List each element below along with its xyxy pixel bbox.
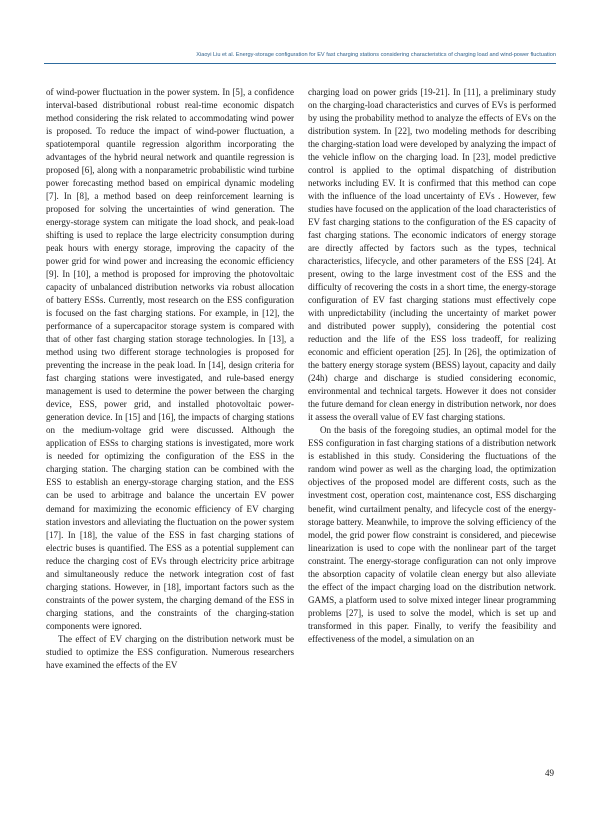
- paragraph: On the basis of the foregoing studies, an optimal model for the ESS configuration in fast charging stations of a distribution network is established in this study. Considering the fluctuations of the random wind power as well as the charging load, the optimization objectives of the proposed model are different costs, such as the investment cost, operation cost, maintenance cost, ESS discharging benefit, wind curtailment penalty, and lifecycle cost of the energy-storage battery. Meanwhile, to improve the solving efficiency of the model, the grid power flow constraint is considered, and piecewise linearization is used to cope with the nonlinear part of the target constraint. The energy-storage configuration can not only improve the absorption capacity of volatile clean energy but also alleviate the effect of the impact charging load on the distribution network. GAMS, a platform used to solve mixed integer linear programming problems [27], is used to solve the model, which is set up and transformed in this paper. Finally, to verify the feasibility and effectiveness of the model, a simulation on an: [308, 425, 556, 644]
- paragraph: The effect of EV charging on the distribution network must be studied to optimize the ESS configuration. Numerous researchers have examined the effects of the EV: [46, 633, 294, 670]
- paragraph: of wind-power fluctuation in the power system. In [5], a confidence interval-based distributional robust real-time economic dispatch method considering the risk related to accommodating wind power is proposed. To reduce the impact of wind-power fluctuation, a spatiotemporal quantile regression algorithm incorporating the advantages of the hybrid neural network and quantile regression is proposed [6], along with a nonparametric probabilistic wind turbine power forecasting method based on empirical dynamic modeling [7]. In [8], a method based on deep reinforcement learning is proposed for solving the uncertainties of wind generation. The energy-storage system can mitigate the load shock, and peak-load shifting is used to replace the large electricity consumption during peak hours with energy storage, improving the capacity of the power grid for wind power and increasing the economic efficiency [9]. In [10], a method is proposed for improving the photovoltaic capacity of unbalanced distribution networks via robust allocation of battery ESSs. Currently, most research on the ESS configuration is focused on the fast charging stations. For example, in [12], the performance of a supercapacitor storage system is compared with that of other fast charging station storage technologies. In [13], a method using two different storage technologies is proposed for preventing the increase in the peak load. In [14], design criteria for fast charging stations were investigated, and rule-based energy management is used to determine the power between the charging device, ESS, power grid, and installed photovoltaic power-generation device. In [15] and [16], the impacts of charging stations on the medium-voltage grid were discussed. Although the application of ESSs to charging stations is investigated, more work is needed for optimizing the configuration of the ESS in the charging station. The charging station can be combined with the ESS to establish an energy-storage charging station, and the ESS can be used to arbitrage and balance the uncertain EV power demand for maximizing the economic efficiency of EV charging station investors and alleviating the fluctuation on the power system [17]. In [18], the value of the ESS in fast charging stations of electric buses is quantified. The ESS as a potential supplement can reduce the charging cost of EVs through electricity price arbitrage and simultaneously reduce the network integration cost of fast charging stations. However, in [18], important factors such as the constraints of the power system, the charging demand of the ESS in charging stations, and the constraints of the charging-station components were ignored.: [46, 87, 294, 631]
- right-column: [308, 86, 556, 672]
- body-columns: [46, 86, 556, 672]
- running-head: Xiaoyi Liu et al. Energy-storage configuration for EV fast charging stations considering characteristics of charging load and wind-power fluctuation: [196, 52, 556, 58]
- page-number: 49: [545, 768, 554, 778]
- header-rule: [44, 63, 556, 64]
- left-column: [46, 86, 294, 672]
- paragraph: charging load on power grids [19-21]. In [11], a preliminary study on the charging-load characteristics and curves of EVs is performed by using the probability method to analyze the effects of EVs on the distribution system. In [22], two modeling methods for describing the charging-station load were developed by analyzing the impact of the vehicle inflow on the charging load. In [23], model predictive control is applied to the optimal dispatching of distribution networks including EV. It is confirmed that this method can cope with the influence of the load uncertainty of EVs . However, few studies have focused on the application of the load characteristics of EV fast charging stations to the configuration of the ES capacity of fast charging stations. The economic indicators of energy storage are directly affected by factors such as the types, technical characteristics, lifecycle, and other parameters of the ESS [24]. At present, owing to the large investment cost of the ESS and the difficulty of recovering the costs in a short time, the energy-storage configuration of EV fast charging stations must effectively cope with unpredictability (including the uncertainty of market power and distributed power supply), considering the potential cost reduction and the life of the ESS loss tradeoff, for realizing economic and efficient operation [25]. In [26], the optimization of the battery energy storage system (BESS) layout, capacity and daily (24h) charge and discharge is studied considering economic, environmental and technical targets. However it does not consider the future demand for clean energy in distribution network, nor does it assess the overall value of EV fast charging stations.: [308, 87, 556, 423]
